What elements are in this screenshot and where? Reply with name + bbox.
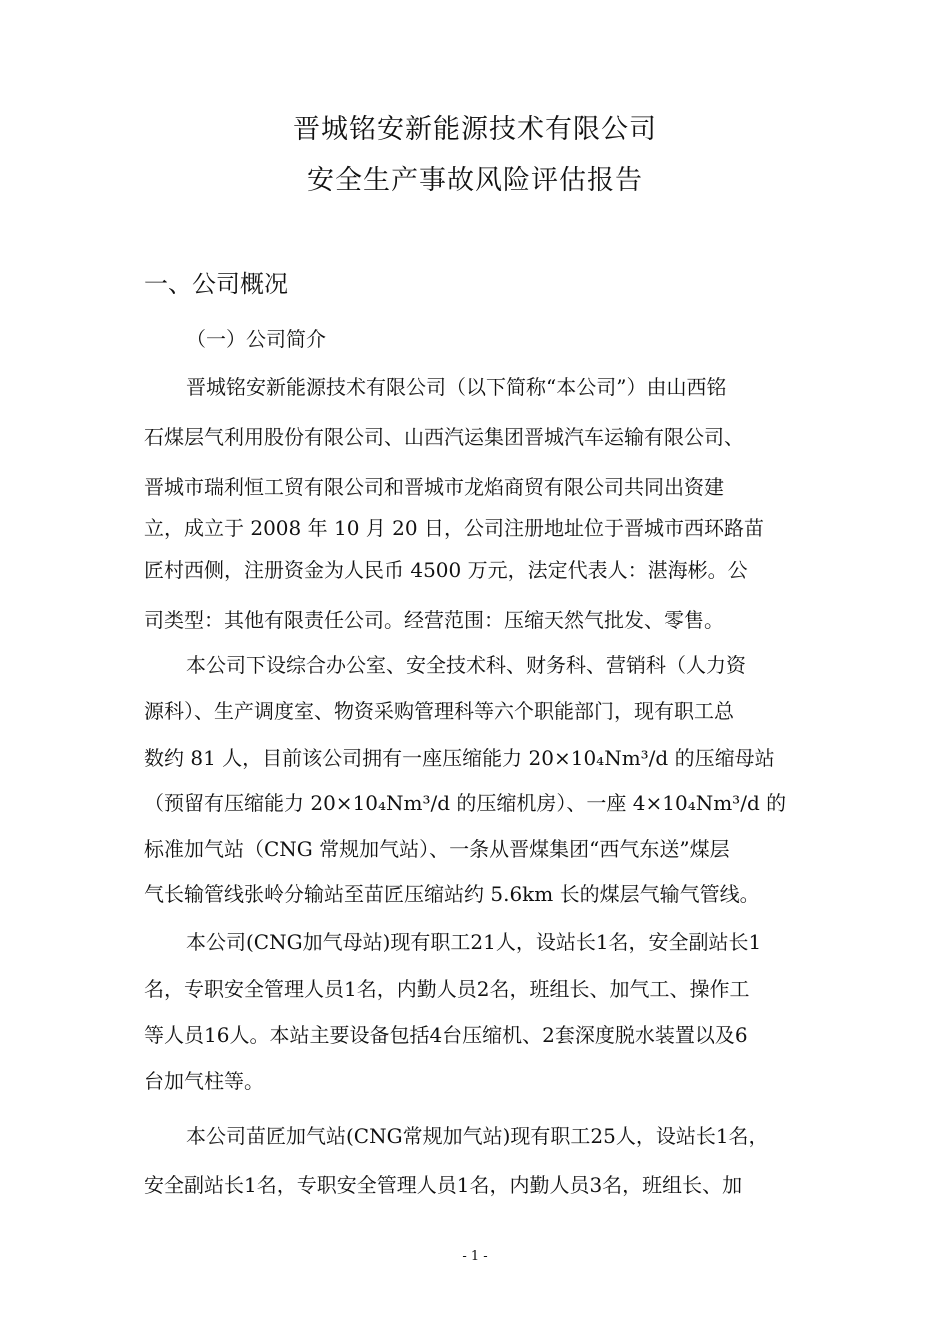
paragraph-line: 石煤层气利用股份有限公司、山西汽运集团晋城汽车运输有限公司、: [144, 425, 744, 449]
paragraph-line: （预留有压缩能力 20×10₄Nm³/d 的压缩机房）、一座 4×10₄Nm³/d 的: [144, 791, 787, 815]
paragraph-line: 安全副站长1名，专职安全管理人员1名，内勤人员3名，班组长、加: [144, 1173, 743, 1197]
subsection-heading-company-profile: （一）公司简介: [186, 327, 326, 351]
page-number: - 1 -: [462, 1249, 488, 1264]
paragraph-line: 台加气柱等。: [144, 1069, 264, 1093]
paragraph-line: 源科）、生产调度室、物资采购管理科等六个职能部门，现有职工总: [144, 699, 734, 723]
paragraph-line: 等人员16人。本站主要设备包括4台压缩机、2套深度脱水装置以及6: [144, 1023, 748, 1047]
paragraph-line: 名，专职安全管理人员1名，内勤人员2名，班组长、加气工、操作工: [144, 977, 750, 1001]
paragraph-line: 司类型：其他有限责任公司。经营范围：压缩天然气批发、零售。: [144, 608, 724, 632]
paragraph-line: 晋城市瑞利恒工贸有限公司和晋城市龙焰商贸有限公司共同出资建: [144, 475, 724, 499]
paragraph-line: 数约 81 人，目前该公司拥有一座压缩能力 20×10₄Nm³/d 的压缩母站: [144, 746, 775, 770]
paragraph-line: 晋城铭安新能源技术有限公司（以下简称“本公司”）由山西铭: [186, 375, 727, 399]
section-heading-company-overview: 一、公司概况: [144, 270, 288, 298]
document-title-line-1: 晋城铭安新能源技术有限公司: [293, 114, 657, 145]
paragraph-line: 立，成立于 2008 年 10 月 20 日，公司注册地址位于晋城市西环路苗: [144, 516, 764, 540]
paragraph-line: 标准加气站（CNG 常规加气站）、一条从晋煤集团“西气东送”煤层: [144, 837, 730, 861]
document-title-line-2: 安全生产事故风险评估报告: [307, 165, 643, 196]
paragraph-line: 本公司下设综合办公室、安全技术科、财务科、营销科（人力资: [186, 653, 746, 677]
paragraph-line: 本公司苗匠加气站(CNG常规加气站)现有职工25人，设站长1名，: [186, 1124, 769, 1148]
paragraph-line: 匠村西侧，注册资金为人民币 4500 万元，法定代表人：湛海彬。公: [144, 558, 748, 582]
paragraph-line: 本公司(CNG加气母站)现有职工21人，设站长1名，安全副站长1: [186, 930, 762, 954]
paragraph-line: 气长输管线张岭分输站至苗匠压缩站约 5.6km 长的煤层气输气管线。: [144, 882, 760, 906]
